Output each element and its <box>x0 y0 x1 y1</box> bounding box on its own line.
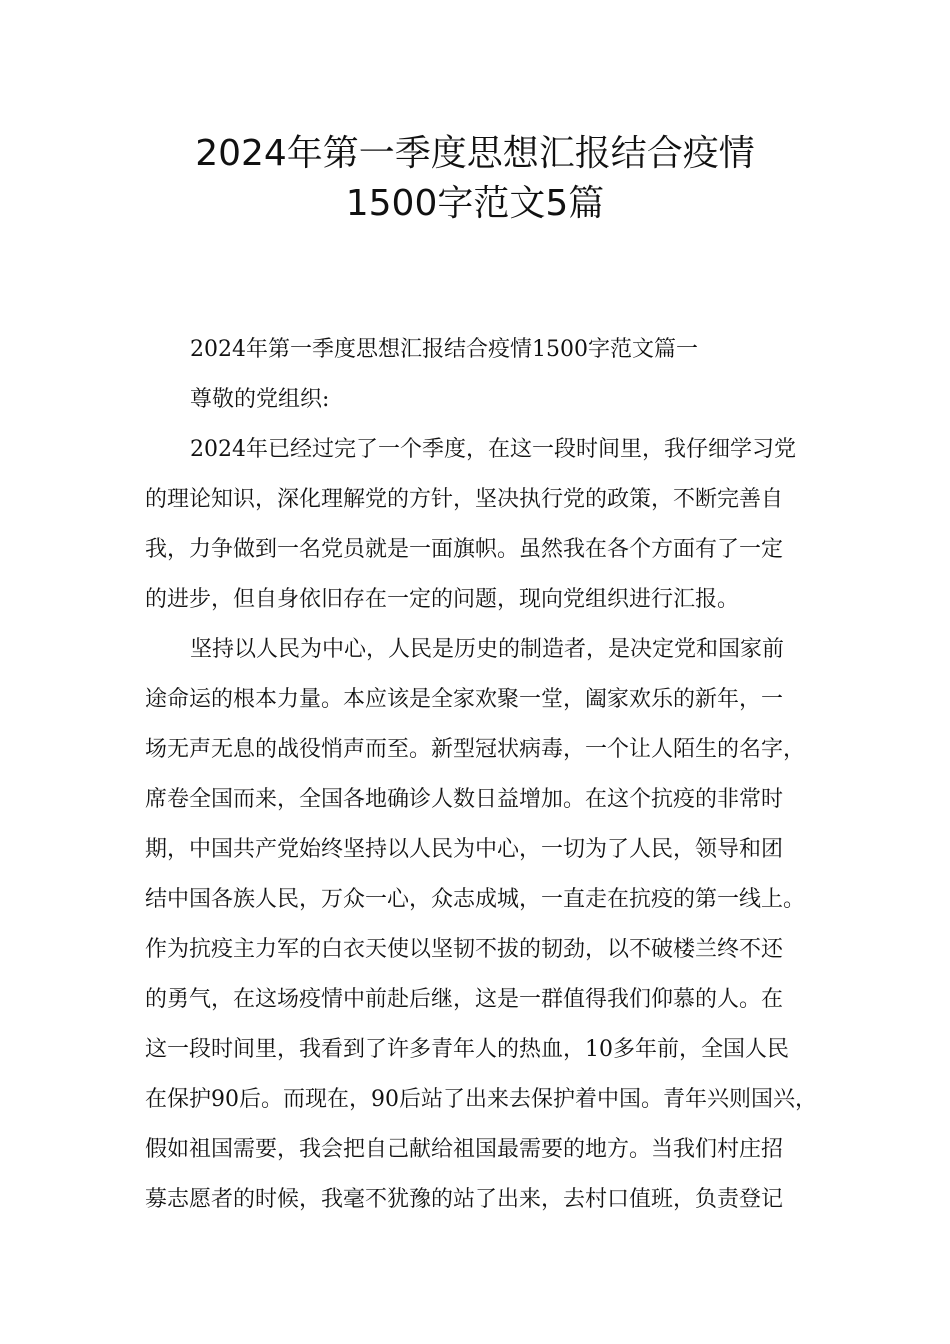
body-line: 的进步，但自身依旧存在一定的问题，现向党组织进行汇报。 <box>145 587 740 612</box>
body-line: 作为抗疫主力军的白衣天使以坚韧不拔的韧劲，以不破楼兰终不还 <box>145 937 784 962</box>
body-line: 坚持以人民为中心，人民是历史的制造者，是决定党和国家前 <box>190 637 785 662</box>
document-title-line-2: 1500字范文5篇 <box>345 183 605 224</box>
body-line: 期，中国共产党始终坚持以人民为中心，一切为了人民，领导和团 <box>145 837 784 862</box>
body-line: 的理论知识，深化理解党的方针，坚决执行党的政策，不断完善自 <box>145 487 784 512</box>
body-line: 假如祖国需要，我会把自己献给祖国最需要的地方。当我们村庄招 <box>145 1137 784 1162</box>
document-title-line-1: 2024年第一季度思想汇报结合疫情 <box>195 133 755 174</box>
body-line: 的勇气，在这场疫情中前赴后继，这是一群值得我们仰慕的人。在 <box>145 987 784 1012</box>
body-line: 在保护90后。而现在，90后站了出来去保护着中国。青年兴则国兴， <box>145 1087 817 1112</box>
body-line: 结中国各族人民，万众一心，众志成城，一直走在抗疫的第一线上。 <box>145 887 806 912</box>
body-line: 2024年已经过完了一个季度，在这一段时间里，我仔细学习党 <box>190 437 796 462</box>
body-line: 场无声无息的战役悄声而至。新型冠状病毒，一个让人陌生的名字， <box>145 737 806 762</box>
body-line: 席卷全国而来，全国各地确诊人数日益增加。在这个抗疫的非常时 <box>145 787 784 812</box>
salutation: 尊敬的党组织: <box>190 387 330 412</box>
section-heading: 2024年第一季度思想汇报结合疫情1500字范文篇一 <box>190 337 698 362</box>
body-line: 募志愿者的时候，我毫不犹豫的站了出来，去村口值班，负责登记 <box>145 1187 784 1212</box>
body-line: 途命运的根本力量。本应该是全家欢聚一堂，阖家欢乐的新年，一 <box>145 687 784 712</box>
body-line: 这一段时间里，我看到了许多青年人的热血，10多年前，全国人民 <box>145 1037 789 1062</box>
body-line: 我，力争做到一名党员就是一面旗帜。虽然我在各个方面有了一定 <box>145 537 784 562</box>
